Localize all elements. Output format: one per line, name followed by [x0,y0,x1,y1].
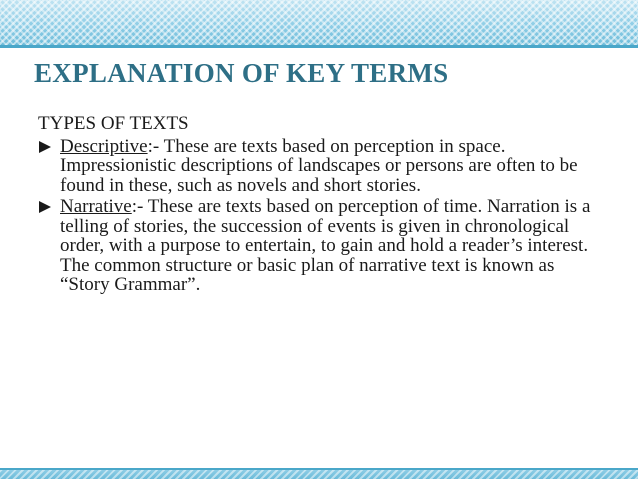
triangle-bullet-icon [39,201,51,213]
term-narrative: Narrative [60,196,132,217]
bullet-descriptive [38,137,598,196]
bullet-narrative [38,197,598,295]
slide-body [38,114,598,297]
triangle-bullet-icon [39,141,51,153]
bottom-decorative-band [0,470,638,479]
term-descriptive: Descriptive [60,135,148,157]
narrative-text: :- These are texts based on perception of time. Narration is a telling of stories, the succession of events is given in chronological order, with a purpose to entertain, to gain and hold a reader’s interest. The common structure or basic plan of narrative text is known as “Story Grammar”. [60,196,591,295]
slide-title: EXPLANATION OF KEY TERMS [34,58,449,88]
descriptive-text: :- These are texts based on perception in space. Impressionistic descriptions of landscapes or persons are often to be found in these, such as novels and short stories. [60,135,578,196]
top-band-edge [0,45,638,48]
subheading: TYPES OF TEXTS [38,113,189,134]
top-decorative-band [0,0,638,47]
